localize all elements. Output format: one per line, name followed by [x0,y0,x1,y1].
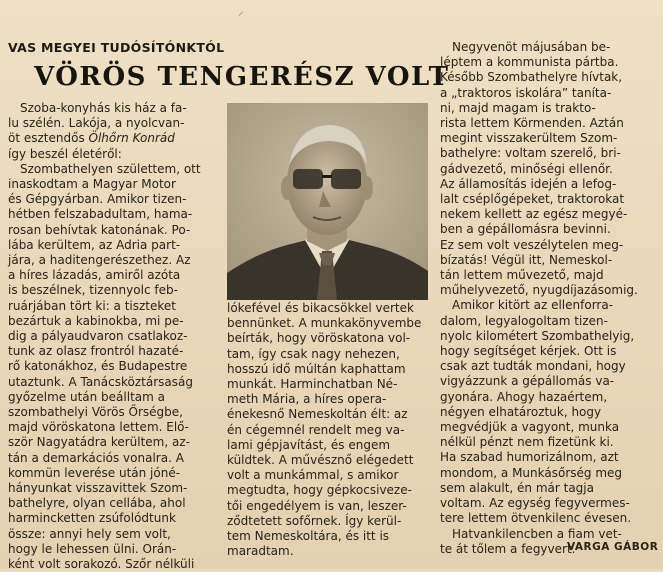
text-line: Hatvankilencben a fiam vet- [452,526,622,541]
text-line: Szombathelyen születtem, ott [20,161,201,176]
text-line: jára, a haditengerészethez. Az [8,253,191,268]
text-line: harmincketten zsúfolódtunk [8,511,176,526]
text-line: nélkül pénzt nem fizetünk ki. [440,435,614,450]
text-line: kommün leverése után jóné- [8,465,181,480]
text-line: műhelyvezető, nyugdíjazásomig. [440,283,638,298]
text-line: szombathelyi Vörös Őrségbe, [8,405,183,420]
text-line: megtudta, hogy gépkocsivezе- [227,483,412,498]
text-line: maradtam. [227,544,294,559]
text-line: sem alakult, én már tagja [440,480,594,495]
article-kicker: VAS MEGYEI TUDÓSÍTÓNKTÓL [8,40,225,55]
text-line: beírták, hogy vöröskatona vol- [227,331,411,346]
text-line: és Gépgyárban. Amikor tizen- [8,192,187,207]
column-1 [8,101,220,572]
text-line: öt esztendős Ölhőrn Konrád [8,131,175,146]
text-line: gyonára. Ahogy hazaértem, [440,389,608,404]
text-line: rő katonákhoz, és Budapestre [8,359,188,374]
text-line: lu szélén. Lakója, a nyolcvan- [8,116,185,131]
text-line: ni, majd magam is trakto- [440,100,596,115]
text-line: tem Nemeskoltára, és itt is [227,529,390,544]
text-line: is beszélnek, tizennyolc feb- [8,283,178,298]
text-line: inaskodtam a Magyar Motor [8,177,176,192]
text-line: ször Nagyatádra kerültem, az- [8,435,190,450]
column-3 [440,40,658,557]
text-line: csak azt tudták mondani, hogy [440,359,626,374]
text-line: tere lettem ötvenkilenc évesen. [440,511,632,526]
text-line: hogy le lehessen ülni. Orán- [8,541,177,556]
text-line: lalt cséplőgépeket, traktorokat [440,192,625,207]
text-line: bathelyre: voltam szerelő, bri- [440,146,621,161]
text-line: bathelyre, olyan cellába, ahol [8,496,186,511]
column-2 [227,301,432,559]
text-line: a „traktoros iskolára” tanítа- [440,85,612,100]
text-line: ződtetett sofőrnek. Így kerül- [227,513,402,528]
text-line: ruárjában tört ki: a tiszteket [8,298,176,313]
text-line: küldtek. A művésznő elégedett [227,453,414,468]
text-line: így beszél életéről: [8,146,122,161]
text-line: meth Mária, a híres opera- [227,392,387,407]
text-line: megvédjük a vagyont, munka [440,420,620,435]
text-line: dig a pályaudvaron csatlakoz- [8,329,188,344]
text-line: majd vöröskatona lettem. Elő- [8,420,189,435]
text-line: tunk az olasz frontról hazaté- [8,344,184,359]
text-line: össze: annyi hely sem volt, [8,526,171,541]
portrait-photo [227,103,428,300]
portrait-icon [227,103,428,300]
text-line: ben a gépállomásra bevinni. [440,222,611,237]
text-line: Szoba-konyhás kis ház a fa- [20,101,187,115]
person-name: Ölhőrn Konrád [88,131,175,146]
text-line: rosan behívtak katonának. Po- [8,222,191,237]
text-line: vigyázzunk a gépállomás va- [440,374,615,389]
text-line: a híres lázadás, amiről azóta [8,268,181,283]
corner-mark: ⸝ [238,5,244,18]
text-line: lókefével és bikacsökkel vertek [227,301,414,315]
text-line: Később Szombathelyre hívtak, [440,70,623,85]
text-line: énekesnő Nemeskoltán élt: az [227,407,408,422]
text-line: győzelme után beálltam a [8,389,165,404]
text-line: bennünket. A munkakönyvembe [227,316,422,331]
article-title: VÖRÖS TENGERÉSZ VOLT [34,62,450,92]
text-line: hosszú idő múltán kaphattam [227,361,406,376]
text-line: hétben felszabadultam, hama- [8,207,193,222]
byline: VARGA GÁBOR [567,541,659,553]
text-line: Ez sem volt veszélytelen meg- [440,237,624,252]
text-line: mondom, a Munkásőrség meg [440,465,623,480]
text-line: ként volt sorakozó. Szőr nélküli [8,557,195,572]
text-line: tői engedélyem is van, leszer- [227,498,407,513]
text-line: bezártuk a kabinokba, mi pe- [8,313,184,328]
text-line: nyolc kilométert Szombathelyig, [440,328,635,343]
text-line: Amikor kitört az ellenforra- [452,298,614,313]
text-line: volt a munkámmal, s amikor [227,468,399,483]
text-line: tán a demarkációs vonalra. A [8,450,184,465]
text-line: nekem kellett az egész megyé- [440,207,628,222]
text-line: Negyvenöt májusában be- [452,40,611,54]
text-line: Ha szabad humorizálnom, azt [440,450,619,465]
text-line: én cégemnél rendelt meg va- [227,422,405,437]
text-line: te át tőlem a fegyvert. [440,541,576,556]
text-line: utaztunk. A Tanácsköztársaság [8,374,193,389]
text-line: dalom, legyalogoltam tizen- [440,313,608,328]
text-line: lami gépjavítást, és engem [227,437,391,452]
text-line: hányunkat visszavittek Szom- [8,481,188,496]
text-line: rista lettem Körmenden. Aztán [440,116,624,131]
text-line: bízatás! Végül itt, Nemeskol- [440,252,613,267]
text-line: léptem a kommunista pártba. [440,55,619,70]
text-line: lába kerültem, az Adria part- [8,237,181,252]
text-line: Az államosítás idején a lefog- [440,176,617,191]
text-line: tam, így csak nagy nehezen, [227,346,400,361]
text-line: tán lettem művezető, majd [440,268,604,283]
text-line: voltam. Az egység fegyvermes- [440,496,630,511]
text-line: gádvezető, minőségi ellenőr. [440,161,613,176]
text-line: megint visszakerültem Szom- [440,131,618,146]
text-line: hogy segítséget kérjek. Ott is [440,344,617,359]
text-line: négyen elhatároztuk, hogy [440,404,602,419]
text-line: munkát. Harminchatban Né- [227,377,398,392]
